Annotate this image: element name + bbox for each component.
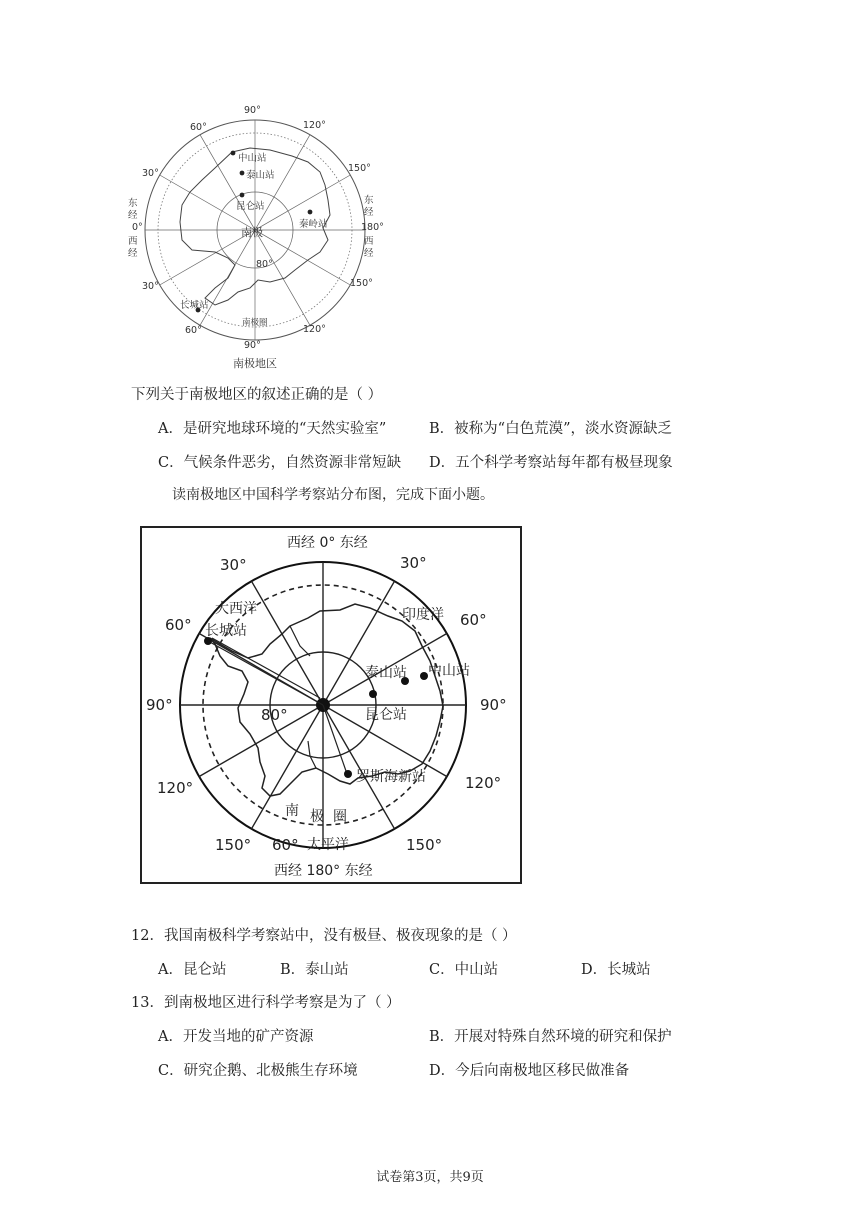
lon-label-e90: 90°: [480, 696, 507, 714]
top-meridian-label: 西经 0° 东经: [287, 535, 368, 551]
map-caption: 南极地区: [233, 357, 277, 370]
station-label-taishan: 泰山站: [246, 170, 275, 181]
q12-option-a: A．昆仑站: [158, 962, 227, 978]
page-footer: 试卷第3页，共9页: [376, 1170, 484, 1185]
station-label-zhongshan: 中山站: [428, 663, 470, 679]
q12-option-d: D．长城站: [581, 962, 651, 978]
circle-label: 南极圈: [242, 318, 268, 328]
q13-option-b: B．开展对特殊自然环境的研究和保护: [429, 1029, 672, 1045]
option-d: D．五个科学考察站每年都有极昼现象: [429, 455, 673, 471]
lon-label: 0°: [132, 222, 143, 233]
side-label: 西经: [364, 236, 374, 259]
lon-label: 180°: [361, 222, 384, 233]
q13-option-c: C．研究企鹅、北极熊生存环境: [158, 1063, 358, 1079]
lon-label: 60°: [185, 325, 202, 336]
station-label-zhongshan: 中山站: [238, 153, 267, 164]
option-b: B．被称为“白色荒漠”，淡水资源缺乏: [429, 421, 672, 437]
side-label: 西经: [128, 236, 138, 259]
bottom-meridian-label: 西经 180° 东经: [274, 863, 373, 879]
station-label-qinling: 秦岭站: [299, 219, 328, 230]
lon-label-w120: 120°: [157, 779, 194, 797]
question-intro: 下列关于南极地区的叙述正确的是（ ）: [131, 387, 383, 403]
lon-label: 60°: [190, 122, 207, 133]
option-c: C．气候条件恶劣，自然资源非常短缺: [158, 455, 402, 471]
ocean-label-indian: 印度洋: [402, 607, 444, 623]
lon-label: 30°: [142, 281, 159, 292]
lon-label-w150: 150°: [215, 836, 252, 854]
lon-label-top: 90°: [244, 105, 261, 116]
q12-option-b: B．泰山站: [280, 962, 349, 978]
lon-label-e60: 60°: [460, 611, 487, 629]
station-label-changcheng: 长城站: [180, 300, 209, 311]
q12-stem: 12．我国南极科学考察站中，没有极昼、极夜现象的是（ ）: [131, 928, 517, 944]
lon-label-e120: 120°: [465, 774, 502, 792]
ocean-label-pacific: 太平洋: [307, 837, 349, 853]
lon-label: 120°: [303, 324, 326, 335]
lon-label-w30: 30°: [220, 556, 247, 574]
ocean-label-atlantic: 大西洋: [215, 601, 257, 617]
station-label-kunlun: 昆仑站: [365, 707, 407, 723]
side-label: 东经: [364, 195, 374, 218]
lon-label: 150°: [350, 278, 373, 289]
lon-label: 150°: [348, 163, 371, 174]
station-label-changcheng: 长城站: [205, 623, 247, 639]
q13-option-d: D．今后向南极地区移民做准备: [429, 1063, 630, 1079]
lon-label: 30°: [142, 168, 159, 179]
lon-label-bottom: 90°: [244, 340, 261, 351]
read-instruction: 读南极地区中国科学考察站分布图，完成下面小题。: [172, 487, 494, 503]
option-a: A．是研究地球环境的“天然实验室”: [158, 421, 387, 437]
station-label-kunlun: 昆仑站: [236, 201, 265, 212]
q13-stem: 13．到南极地区进行科学考察是为了（ ）: [131, 995, 401, 1011]
lat-label-80: 80°: [261, 706, 288, 724]
lat-label-60: 60°: [272, 836, 299, 854]
circle-label-quan: 圈: [333, 809, 347, 825]
lon-label-e150: 150°: [406, 836, 443, 854]
q12-option-c: C．中山站: [429, 962, 499, 978]
lon-label-e30: 30°: [400, 554, 427, 572]
lon-label-w90: 90°: [146, 696, 173, 714]
side-label: 东经: [128, 198, 138, 221]
circle-label-ji: 极: [310, 809, 324, 825]
pole-label: 南极: [241, 226, 263, 239]
lon-label: 120°: [303, 120, 326, 131]
q13-option-a: A．开发当地的矿产资源: [158, 1029, 314, 1045]
circle-label-nan: 南: [285, 803, 299, 819]
station-label-luosihai: 罗斯海新站: [356, 769, 426, 785]
lat-label: 80°: [256, 259, 273, 270]
station-label-taishan: 泰山站: [365, 665, 407, 681]
lon-label-w60: 60°: [165, 616, 192, 634]
